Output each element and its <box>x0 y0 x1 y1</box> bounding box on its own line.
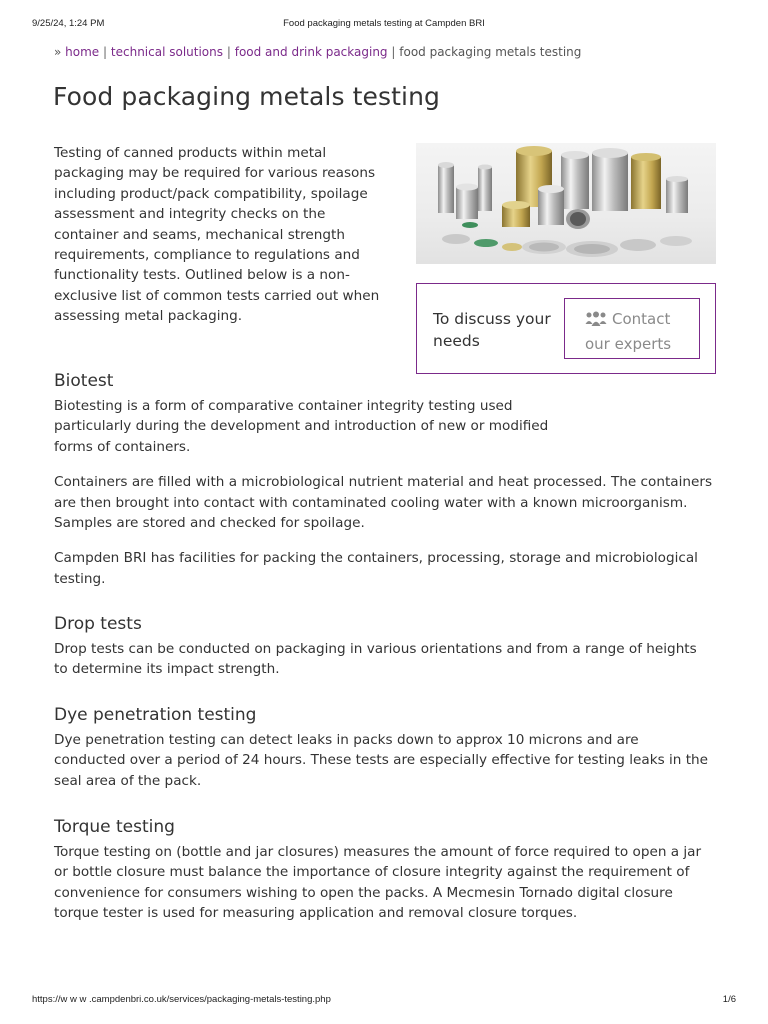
print-datetime: 9/25/24, 1:24 PM <box>32 18 105 29</box>
section-drop-tests <box>54 613 714 695</box>
section-heading: Drop tests <box>54 614 142 634</box>
section-paragraph: Biotesting is a form of comparative container integrity testing used particularly during the development and introduction of new or modified forms of containers. <box>54 398 549 455</box>
breadcrumb-separator: | <box>226 45 231 59</box>
section-paragraph: Drop tests can be conducted on packaging in various orientations and from a range of heights to determine its impact strength. <box>54 641 697 678</box>
breadcrumb-link-home[interactable]: home <box>65 45 100 59</box>
metal-cans-image <box>416 143 716 264</box>
section-heading: Dye penetration testing <box>54 705 257 725</box>
section-paragraph: Torque testing on (bottle and jar closures) measures the amount of force required to open a jar or bottle closure must balance the importance of closure integrity against the requirement of convenience for consumers wishing to open the packs. A Mecmesin Tornado digital closure torque tester is used for measuring application and removal closure torques. <box>54 844 702 922</box>
intro-paragraph: Testing of canned products within metal packaging may be required for various reasons including product/pack compatibility, spoilage assessment and integrity checks on the container and seams, mechanical strength requirements, compliance to regulations and functionality tests. Outlined below is a non-exclusive list of common tests carried out when assessing metal packaging. <box>54 145 380 325</box>
section-paragraph: Containers are filled with a microbiological nutrient material and heat processed. The containers are then brought into contact with contaminated cooling water with a known microorganism. Samples are stored and checked for spoilage. <box>54 474 713 532</box>
breadcrumb <box>54 45 581 59</box>
contact-experts-label: Contact our experts <box>585 310 672 353</box>
print-page-number: 1/6 <box>722 994 736 1005</box>
section-torque-testing <box>54 816 714 939</box>
print-document-title: Food packaging metals testing at Campden BRI <box>283 18 485 29</box>
breadcrumb-link-technical-solutions[interactable]: technical solutions <box>110 45 224 59</box>
breadcrumb-prefix: » <box>54 45 62 59</box>
section-dye-penetration <box>54 704 714 806</box>
print-url: https://w w w .campdenbri.co.uk/services/packaging-metals-testing.php <box>32 994 331 1005</box>
breadcrumb-separator: | <box>103 45 108 59</box>
breadcrumb-separator: | <box>391 45 396 59</box>
page-title: Food packaging metals testing <box>53 82 441 111</box>
breadcrumb-link-food-and-drink-packaging[interactable]: food and drink packaging <box>234 45 388 59</box>
section-paragraph: Campden BRI has facilities for packing the containers, processing, storage and microbiological testing. <box>54 550 698 587</box>
print-footer <box>32 994 736 1008</box>
section-heading: Torque testing <box>54 817 175 837</box>
people-group-icon <box>585 311 607 333</box>
section-paragraph: Dye penetration testing can detect leaks in packs down to approx 10 microns and are conducted over a period of 24 hours. These tests are especially effective for testing leaks in the seal area of the pack. <box>54 732 709 789</box>
section-biotest <box>54 370 714 604</box>
contact-cta-box <box>416 283 716 374</box>
cta-text: To discuss your needs <box>433 310 551 350</box>
section-heading: Biotest <box>54 371 114 391</box>
contact-experts-button[interactable] <box>564 298 700 359</box>
breadcrumb-current: food packaging metals testing <box>399 45 582 59</box>
print-header <box>32 18 736 32</box>
